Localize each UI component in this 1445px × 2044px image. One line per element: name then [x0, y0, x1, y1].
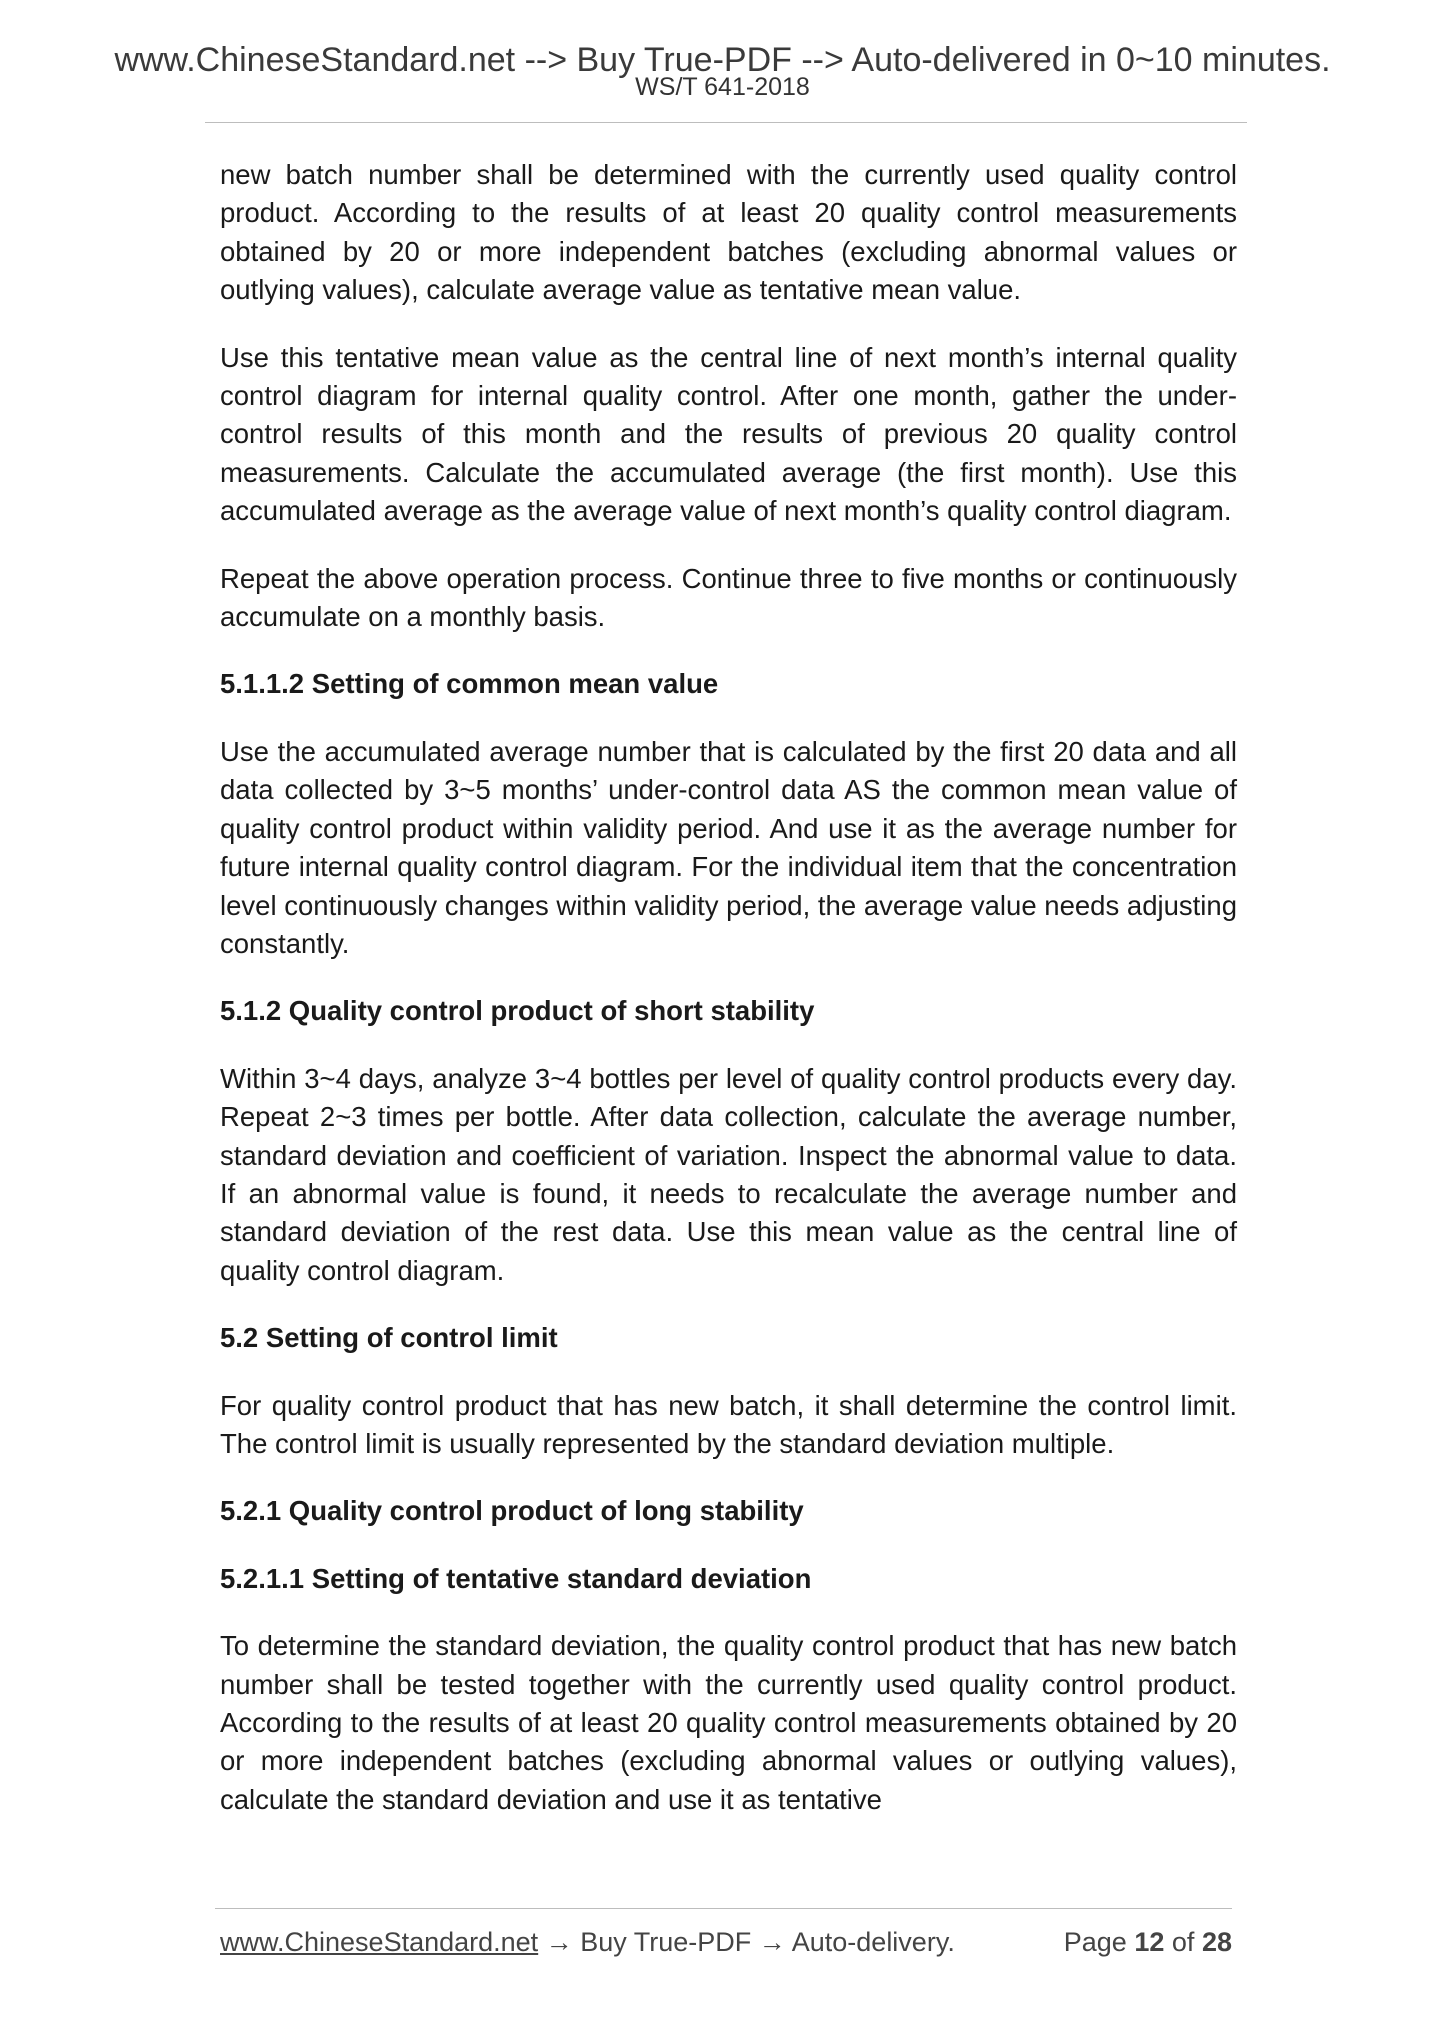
page-body — [220, 156, 1237, 1848]
page-indicator — [1064, 1924, 1232, 1960]
page-total: 28 — [1201, 1927, 1232, 1957]
section-heading-5-2-1-1: 5.2.1.1 Setting of tentative standard deviation — [220, 1562, 812, 1594]
page-number: 12 — [1134, 1927, 1165, 1957]
paragraph: new batch number shall be determined with the currently used quality control product. According to the results of at least 20 quality control measurements obtained by 20 or more independent batches (excluding abnormal values or outlying values), calculate average value as tentative mean value. — [220, 159, 1237, 306]
paragraph: Repeat the above operation process. Continue three to five months or continuously accumulate on a monthly basis. — [220, 562, 1237, 633]
site-banner: www.ChineseStandard.net --> Buy True-PDF --> Auto-delivered in 0~10 minutes. — [114, 41, 1331, 79]
section-heading-5-2-1: 5.2.1 Quality control product of long stability — [220, 1495, 804, 1527]
footer-promo-text: → Buy True-PDF → Auto-delivery. — [538, 1927, 955, 1957]
paragraph: For quality control product that has new batch, it shall determine the control limit. The control limit is usually represented by the standard deviation multiple. — [220, 1389, 1237, 1459]
page-of-label: of — [1171, 1927, 1195, 1957]
section-heading-5-1-1-2: 5.1.1.2 Setting of common mean value — [220, 668, 719, 700]
paragraph: Use the accumulated average number that is calculated by the first 20 data and all data collected by 3~5 months’ under-control data AS the common mean value of quality control product within validity period. And use it as the average number for future internal quality control diagram. For the individual item that the concentration level continuously changes within validity period, the average value needs adjusting constantly. — [220, 735, 1237, 959]
paragraph: Within 3~4 days, analyze 3~4 bottles per level of quality control products every day. Repeat 2~3 times per bottle. After data collection, calculate the average number, standard deviation and coefficient of variation. Inspect the abnormal value to data. If an abnormal value is found, it needs to recalculate the average number and standard deviation of the rest data. Use this mean value as the central line of quality control diagram. — [220, 1062, 1237, 1286]
document-code: WS/T 641-2018 — [635, 73, 810, 101]
section-heading-5-2: 5.2 Setting of control limit — [220, 1322, 558, 1354]
footer-site-link[interactable]: www.ChineseStandard.net — [220, 1927, 539, 1957]
page-label: Page — [1063, 1927, 1127, 1957]
footer-promo — [220, 1927, 955, 1957]
page-footer — [220, 1924, 1232, 1960]
section-heading-5-1-2: 5.1.2 Quality control product of short stability — [220, 995, 815, 1027]
header-divider — [205, 122, 1247, 123]
paragraph: To determine the standard deviation, the quality control product that has new batch number shall be tested together with the currently used quality control product. According to the results of at least 20 quality control measurements obtained by 20 or more independent batches (excluding abnormal values or outlying values), calculate the standard deviation and use it as tentative — [220, 1630, 1237, 1815]
paragraph: Use this tentative mean value as the central line of next month’s internal quality control diagram for internal quality control. After one month, gather the under-control results of this month and the results of previous 20 quality control measurements. Calculate the accumulated average (the first month). Use this accumulated average as the average value of next month’s quality control diagram. — [220, 341, 1237, 527]
footer-divider — [215, 1908, 1232, 1909]
